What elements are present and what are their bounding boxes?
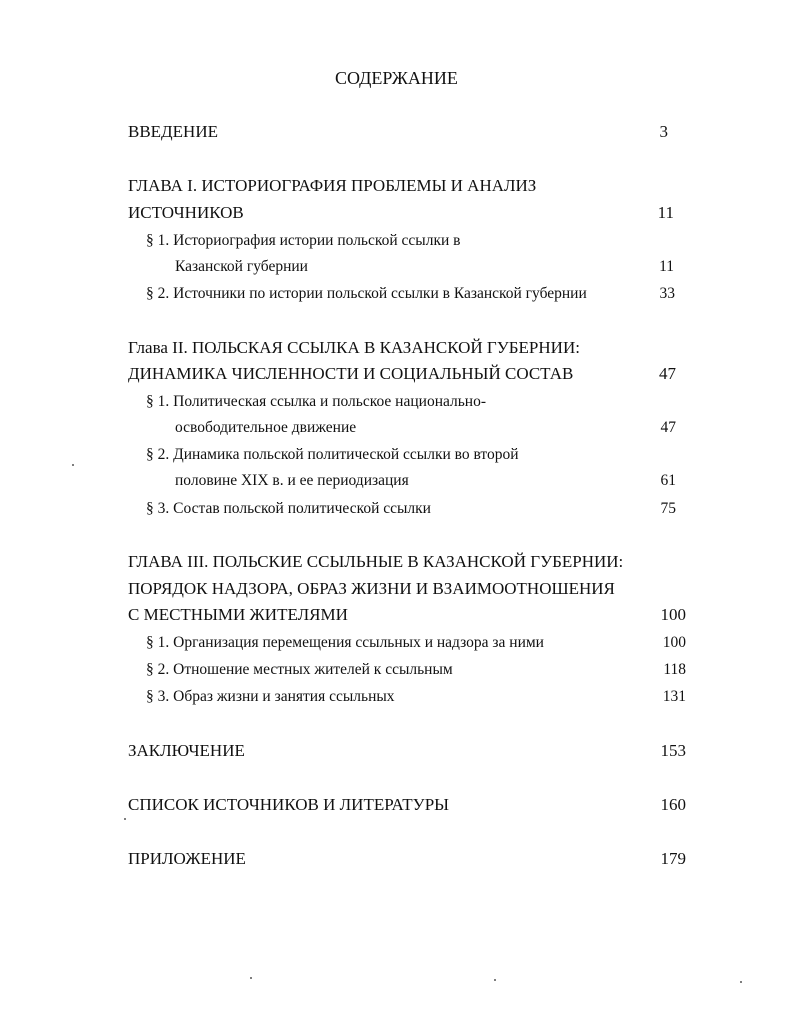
entry-page: 118 — [663, 661, 686, 678]
entry-label: ЗАКЛЮЧЕНИЕ — [128, 741, 245, 760]
chapter-3-title-line2: ПОРЯДОК НАДЗОРА, ОБРАЗ ЖИЗНИ И ВЗАИМООТНОШЕНИЯ — [128, 579, 615, 598]
entry-page: 61 — [660, 472, 676, 489]
entry-label: ДИНАМИКА ЧИСЛЕННОСТИ И СОЦИАЛЬНЫЙ СОСТАВ — [128, 364, 574, 383]
entry-page: 100 — [662, 634, 686, 651]
entry-label: ИСТОЧНИКОВ — [128, 203, 244, 222]
entry-page: 100 — [660, 605, 686, 624]
entry-page: 160 — [660, 795, 686, 814]
scan-speck — [124, 818, 126, 820]
toc-entry-section-1-2 — [146, 281, 675, 307]
toc-entry-section-2-3 — [146, 496, 676, 522]
toc-title: СОДЕРЖАНИЕ — [335, 68, 458, 88]
toc-entry-conclusion — [128, 738, 688, 764]
toc-entry-chapter-3 — [128, 602, 688, 628]
toc-entry-section-3-1 — [146, 630, 686, 656]
entry-page: 179 — [660, 849, 686, 868]
entry-label: § 3. Образ жизни и занятия ссыльных — [146, 688, 395, 705]
toc-entry-section-1-1 — [175, 254, 674, 280]
toc-entry-section-2-2 — [175, 468, 676, 494]
entry-page: 75 — [660, 500, 676, 517]
entry-page: 11 — [657, 203, 674, 222]
entry-label: Казанской губернии — [175, 258, 308, 275]
entry-label: § 3. Состав польской политической ссылки — [146, 500, 431, 517]
chapter-3-title-line1: ГЛАВА III. ПОЛЬСКИЕ ССЫЛЬНЫЕ В КАЗАНСКОЙ ГУБЕРНИИ: — [128, 552, 624, 571]
scan-speck — [494, 979, 496, 981]
toc-entry-section-3-2 — [146, 657, 686, 683]
toc-entry-sources — [128, 792, 688, 818]
entry-label: половине XIX в. и ее периодизация — [175, 472, 409, 489]
entry-page: 47 — [660, 419, 676, 436]
entry-label: § 2. Источники по истории польской ссылки в Казанской губернии — [146, 285, 587, 302]
section-2-1-line1: § 1. Политическая ссылка и польское национально- — [146, 393, 487, 410]
entry-label: СПИСОК ИСТОЧНИКОВ И ЛИТЕРАТУРЫ — [128, 795, 449, 814]
entry-label: ВВЕДЕНИЕ — [128, 122, 218, 141]
entry-label: § 2. Отношение местных жителей к ссыльным — [146, 661, 453, 678]
entry-label: § 1. Организация перемещения ссыльных и надзора за ними — [146, 634, 544, 651]
entry-label: ПРИЛОЖЕНИЕ — [128, 849, 246, 868]
chapter-1-title-line1: ГЛАВА I. ИСТОРИОГРАФИЯ ПРОБЛЕМЫ И АНАЛИЗ — [128, 176, 537, 195]
entry-label: освободительное движение — [175, 419, 357, 436]
scan-speck — [250, 977, 252, 979]
entry-page: 153 — [660, 741, 686, 760]
entry-page: 33 — [659, 285, 675, 302]
section-2-2-line1: § 2. Динамика польской политической ссылки во второй — [146, 446, 519, 463]
scan-speck — [72, 464, 74, 466]
entry-page: 131 — [662, 688, 686, 705]
toc-entry-chapter-2 — [128, 361, 688, 387]
entry-label: С МЕСТНЫМИ ЖИТЕЛЯМИ — [128, 605, 348, 624]
section-1-1-line1: § 1. Историография истории польской ссылки в — [146, 232, 461, 249]
toc-entry-section-2-1 — [175, 415, 676, 441]
toc-entry-intro — [128, 119, 688, 145]
toc-entry-appendix — [128, 846, 688, 872]
scan-speck — [740, 981, 742, 983]
chapter-2-title-line1: Глава II. ПОЛЬСКАЯ ССЫЛКА В КАЗАНСКОЙ ГУБЕРНИИ: — [128, 338, 580, 357]
entry-page: 11 — [659, 258, 674, 275]
entry-page: 3 — [659, 122, 668, 141]
toc-entry-chapter-1 — [128, 200, 688, 226]
entry-page: 47 — [659, 364, 676, 383]
toc-entry-section-3-3 — [146, 684, 686, 710]
